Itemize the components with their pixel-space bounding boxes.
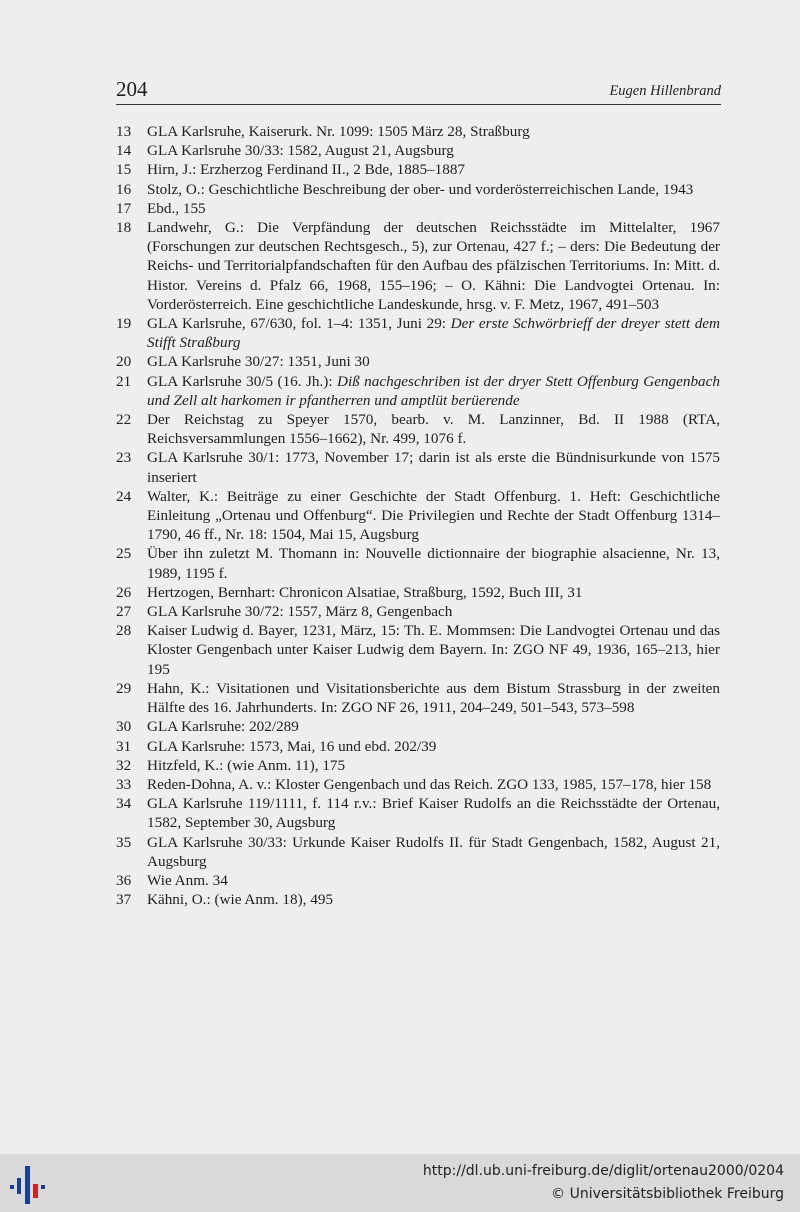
footnote-item	[116, 448, 720, 486]
footnote-item	[116, 756, 720, 775]
footnote-text	[147, 410, 720, 448]
footnote-item	[116, 583, 720, 602]
footnote-item	[116, 352, 720, 371]
footnote-text-part: GLA Karlsruhe 30/5 (16. Jh.):	[147, 372, 337, 390]
footnote-text	[147, 794, 720, 832]
footnote-quote-italic: Der erste Schwörbrieff der dreyer stett dem Stifft Straßburg	[147, 315, 721, 352]
copyright-text: © Universitätsbibliothek Freiburg	[551, 1186, 784, 1202]
footnote-text	[147, 737, 720, 756]
footnote-quote-italic: Diß nachgeschriben ist der dryer Stett Offenburg Gengenbach und Zell alt harkomen ir pfantherren und amptlüt berüerende	[147, 372, 720, 409]
footnote-item	[116, 737, 720, 756]
footnote-text	[147, 833, 720, 871]
footnote-text-part: GLA Karlsruhe 30/33: Urkunde Kaiser Rudolfs II. für Stadt Gengenbach, 1582, August 21, Augsburg	[147, 833, 720, 870]
footnote-text-part: Kaiser Ludwig d. Bayer, 1231, März, 15: Th. E. Mommsen: Die Landvogtei Ortenau und das Kloster Gengenbach unter Kaiser Ludwig dem Bayern. In: ZGO NF 49, 1936, 165–213, hier 195	[147, 622, 720, 678]
footnote-item	[116, 679, 720, 717]
footnote-text	[147, 314, 720, 352]
footnote-text	[147, 180, 720, 199]
footnote-item	[116, 199, 720, 218]
footnote-text	[147, 487, 720, 545]
footnote-item	[116, 218, 720, 314]
footnote-text-part: GLA Karlsruhe 30/1: 1773, November 17; darin ist als erste die Bündnisurkunde von 1575 inseriert	[147, 449, 720, 486]
footnote-text-part: GLA Karlsruhe: 1573, Mai, 16 und ebd. 202/39	[147, 737, 437, 755]
footnote-text	[147, 160, 720, 179]
footnote-item	[116, 794, 720, 832]
footnote-item	[116, 410, 720, 448]
running-head: Eugen Hillenbrand	[609, 83, 721, 99]
footnote-number: 27	[116, 603, 132, 621]
footnote-text	[147, 583, 720, 602]
footnote-number: 37	[116, 891, 132, 909]
footnote-number: 25	[116, 545, 132, 563]
footnote-item	[116, 833, 720, 871]
footnote-item	[116, 890, 720, 909]
page-number: 204	[116, 77, 148, 101]
footnote-number: 18	[116, 219, 132, 237]
footnote-text	[147, 544, 720, 582]
footnote-text-part: Hitzfeld, K.: (wie Anm. 11), 175	[147, 756, 346, 774]
footnote-number: 28	[116, 622, 132, 640]
footnote-text-part: Über ihn zuletzt M. Thomann in: Nouvelle dictionnaire der biographie alsacienne, Nr. 13, 1989, 1195 f.	[147, 545, 720, 582]
footnote-text-part: GLA Karlsruhe 119/1111, f. 114 r.v.: Brief Kaiser Rudolfs an die Reichsstädte der Ortenau, 1582, September 30, Augsburg	[147, 795, 720, 832]
footnote-text-part: Wie Anm. 34	[147, 871, 228, 889]
footnote-item	[116, 775, 720, 794]
footnote-text-part: Hertzogen, Bernhart: Chronicon Alsatiae, Straßburg, 1592, Buch III, 31	[147, 583, 583, 601]
footnote-text-part: Stolz, O.: Geschichtliche Beschreibung der ober- und vorderösterreichischen Lande, 1943	[147, 180, 694, 198]
footnote-item	[116, 372, 720, 410]
footnote-text	[147, 775, 720, 794]
footnote-number: 26	[116, 583, 132, 601]
footnote-number: 36	[116, 871, 132, 889]
footnote-number: 20	[116, 353, 132, 371]
footnote-text-part: GLA Karlsruhe: 202/289	[147, 718, 299, 736]
footer-bar	[0, 1154, 800, 1212]
footnote-text	[147, 621, 720, 679]
footnote-text-part: GLA Karlsruhe 30/27: 1351, Juni 30	[147, 353, 370, 371]
footnote-item	[116, 180, 720, 199]
footnote-number: 24	[116, 487, 132, 505]
ub-freiburg-logo-icon[interactable]	[10, 1166, 50, 1204]
footnote-text	[147, 141, 720, 160]
footnote-number: 33	[116, 775, 132, 793]
footnote-text-part: Der Reichstag zu Speyer 1570, bearb. v. M. Lanzinner, Bd. II 1988 (RTA, Reichsversammlungen 1556–1662), Nr. 499, 1076 f.	[147, 411, 720, 448]
footnote-item	[116, 544, 720, 582]
footnote-number: 21	[116, 372, 132, 390]
footnote-text-part: Hirn, J.: Erzherzog Ferdinand II., 2 Bde, 1885–1887	[147, 161, 466, 179]
footnote-text-part: Hahn, K.: Visitationen und Visitationsberichte aus dem Bistum Strassburg in der zweiten Hälfte des 16. Jahrhunderts. In: ZGO NF 26, 1911, 204–249, 501–543, 573–598	[147, 679, 720, 717]
footnote-text-part: Ebd., 155	[147, 199, 206, 217]
footnote-item	[116, 602, 720, 621]
footnote-text-part: GLA Karlsruhe 30/33: 1582, August 21, Augsburg	[147, 142, 454, 160]
footnote-item	[116, 717, 720, 736]
footnote-text	[147, 352, 720, 371]
footnote-number: 17	[116, 199, 132, 217]
footnote-item	[116, 141, 720, 160]
footnote-number: 35	[116, 833, 132, 851]
footnote-number: 32	[116, 756, 132, 774]
footnote-number: 29	[116, 679, 132, 697]
footnote-item	[116, 122, 720, 141]
footnote-text	[147, 218, 720, 314]
footnote-text	[147, 717, 720, 736]
footnote-text-part: Landwehr, G.: Die Verpfändung der deutschen Reichsstädte im Mittelalter, 1967 (Forschungen zur deutschen Rechtsgesch., 5), zur Ortenau, 427 f.; – ders: Die Bedeutung der Reichs- und Territorialpfandschaften für den Aufbau des pfälzischen Territoriums. In: Mitt. d. Histor. Vereins d. Pfalz 66, 1968, 155–196; – O. Kähni: Die Landvogtei Ortenau. In: Vorderösterreich. Eine geschichtliche Landeskunde, hrsg. v. F. Metz, 1967, 491–503	[147, 219, 720, 313]
footnote-item	[116, 487, 720, 545]
footnote-text	[147, 871, 720, 890]
footnote-text-part: GLA Karlsruhe 30/72: 1557, März 8, Gengenbach	[147, 603, 453, 621]
footnote-text	[147, 122, 720, 141]
footnote-item	[116, 871, 720, 890]
footnote-item	[116, 160, 720, 179]
footnote-text	[147, 602, 720, 621]
footnote-text	[147, 756, 720, 775]
footnote-text	[147, 448, 720, 486]
footnote-number: 15	[116, 161, 132, 179]
footnote-text-part: GLA Karlsruhe, 67/630, fol. 1–4: 1351, Juni 29:	[147, 315, 451, 333]
footnote-number: 19	[116, 315, 132, 333]
footnote-number: 14	[116, 142, 132, 160]
footnote-text	[147, 372, 720, 410]
footnote-number: 23	[116, 449, 132, 467]
footnote-text-part: GLA Karlsruhe, Kaiserurk. Nr. 1099: 1505 März 28, Straßburg	[147, 123, 530, 140]
footnote-text	[147, 679, 720, 717]
footnote-number: 16	[116, 180, 132, 198]
footnote-number: 31	[116, 737, 132, 755]
footnote-text-part: Reden-Dohna, A. v.: Kloster Gengenbach und das Reich. ZGO 133, 1985, 157–178, hier 158	[147, 775, 712, 793]
footnote-number: 30	[116, 718, 132, 736]
footnote-text	[147, 199, 720, 218]
footnote-item	[116, 314, 720, 352]
footnote-text	[147, 890, 720, 909]
footnote-item	[116, 621, 720, 679]
footnote-number: 13	[116, 123, 132, 140]
footnote-number: 22	[116, 411, 132, 429]
page-header	[116, 76, 721, 105]
footnotes-list	[116, 122, 720, 909]
footnote-text-part: Kähni, O.: (wie Anm. 18), 495	[147, 891, 334, 909]
footnote-text-part: Walter, K.: Beiträge zu einer Geschichte der Stadt Offenburg. 1. Heft: Geschichtliche Einleitung „Ortenau und Offenburg“. Die Privilegien und Rechte der Stadt Offenburg 1314–1790, 46 ff., Nr. 18: 1504, Mai 15, Augsburg	[147, 487, 720, 544]
footnote-number: 34	[116, 795, 132, 813]
source-url-link[interactable]: http://dl.ub.uni-freiburg.de/diglit/ortenau2000/0204	[422, 1163, 784, 1179]
